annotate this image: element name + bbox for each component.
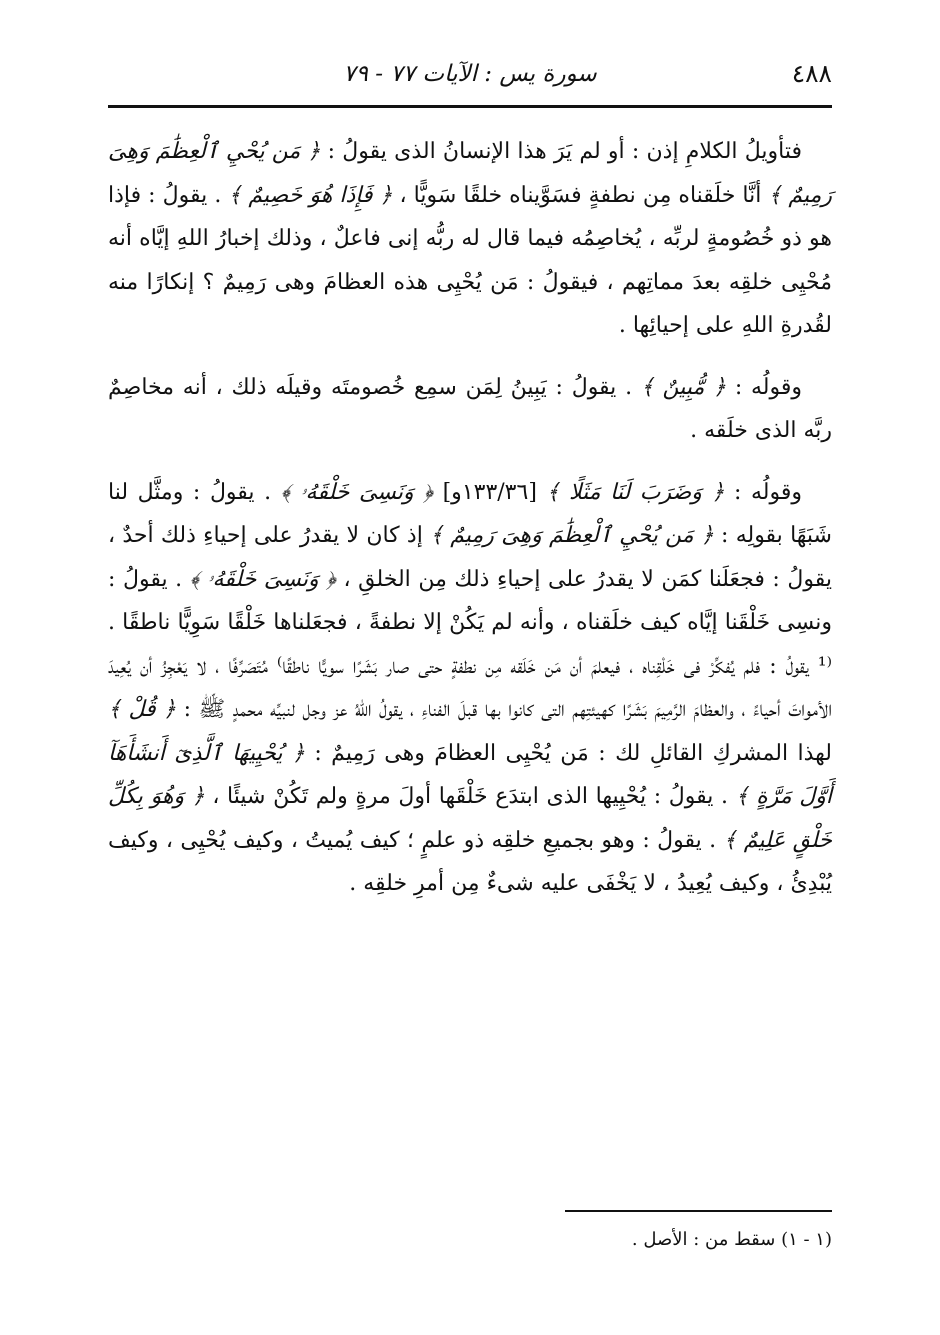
quran-quote: ﴿ وَضَرَبَ لَنَا مَثَلًا ﴾ bbox=[546, 479, 725, 505]
running-title: سورة يس : الآيات ٧٧ - ٧٩ bbox=[343, 61, 597, 87]
quran-quote: ﴿ مَن يُحْيِ ٱلْعِظَٰمَ وَهِىَ رَمِيمٌ ﴾ bbox=[430, 523, 714, 548]
text-segment: . يقولُ : يُحْيِيها الذى ابتدَع خَلْقَها أولَ مرةٍ ولم تَكُنْ شيئًا ، bbox=[204, 784, 736, 809]
text-segment: وقولُه : bbox=[726, 374, 803, 400]
page-header bbox=[108, 52, 832, 100]
quran-quote: ﴿ قُلْ ﴾ bbox=[108, 697, 177, 722]
text-segment: فتأويلُ الكلامِ إذن : أو لم يَرَ هذا الإنسانُ الذى يقولُ : bbox=[320, 139, 803, 164]
text-segment: [١٣٣/٣٦و] bbox=[433, 479, 547, 505]
quran-quote: ﴿ وَهُوَ بِكُلِّ خَلْقٍ عَلِيمٌ ﴾ bbox=[108, 784, 832, 853]
paragraph bbox=[108, 366, 832, 453]
paragraph bbox=[108, 130, 832, 348]
quran-quote: ﴿ مَن يُحْيِ ٱلْعِظَٰمَ وَهِىَ رَمِيمٌ ﴾ bbox=[108, 139, 833, 208]
header-rule bbox=[108, 105, 832, 108]
text-segment: . يقولُ : يَبِينُ لِمَن سمِع خُصومتَه وقيلَه ذلك ، أنه مخاصِمٌ ربَّه الذى خلَقه . bbox=[108, 374, 832, 443]
quran-quote: ﴿ وَنَسِىَ خَلْقَهُۥ ﴾ bbox=[189, 566, 336, 592]
page-number: ٤٨٨ bbox=[791, 59, 832, 88]
body-text bbox=[108, 130, 832, 924]
quran-quote: ﴿ وَنَسِىَ خَلْقَهُۥ ﴾ bbox=[280, 479, 433, 505]
text-segment: أنَّا خلَقناه مِن نطفةٍ فسَوَّيناه خلقًا سَويًّا ، bbox=[392, 182, 769, 208]
text-segment: وقولُه : bbox=[724, 479, 803, 505]
footnote-rule bbox=[565, 1210, 832, 1212]
text-segment: . يقولُ : ونسِى خَلْقَنا إيَّاه كيف خلَقناه ، وأنه لم يَكُنْ إلا نطفةً ، فجعَلناها خَلْقًا سَوِيًّا ناطقًا . ⁽¹ يقولُ : فلم يُفكِّرْ فى خَلْقِناه ، فيعلمَ أن مَن خَلَقه مِن نطفةٍ حتى صار بَشَرًا سويًّا ناطقًا⁾ مُتَصَرِّفًا ، لا يَعْجِزُ أن يُعِيدَ الأمواتَ أحياءً ، والعظامَ الرَّمِيمَ بَشَرًا كهيئتِهم التى كانوا بها قبلَ الفناءِ ، يقولُ اللهُ عز وجل لنبيِّه محمدٍ ﷺ : bbox=[108, 566, 832, 722]
quran-quote: ﴿ مُّبِينٌ ﴾ bbox=[640, 374, 727, 400]
text-segment: . يقولُ : فإذا هو ذو خُصُومةٍ لربِّه ، يُخاصِمُه فيما قال له ربُّه إنى فاعلٌ ، وذلك إخبارُ اللهِ إيَّاه أنه مُحْيِى خلقِه بعدَ مماتِهم ، فيقولُ : مَن يُحْيِى هذه العظامَ وهى رَمِيمٌ ؟ إنكارًا منه لقُدرةِ اللهِ على إحيائِها . bbox=[108, 182, 832, 338]
footnote: (١ - ١) سقط من : الأصل . bbox=[631, 1229, 832, 1250]
paragraph bbox=[108, 471, 832, 906]
text-segment: إذ كان لا يقدرُ على إحياءِ ذلك أحدٌ ، يقولُ : فجعَلَنا كمَن لا يقدرُ على إحياءِ ذلك مِن الخلقِ ، bbox=[108, 523, 832, 592]
text-segment: لهذا المشركِ القائلِ لك : مَن يُحْيِى العظامَ وهى رَمِيمٌ : bbox=[304, 740, 833, 766]
quran-quote: ﴿ يُحْيِيهَا ٱلَّذِىٓ أَنشَأَهَآ أَوَّلَ مَرَّةٍ ﴾ bbox=[108, 740, 832, 809]
quran-quote: ﴿ فَإِذَا هُوَ خَصِيمٌ ﴾ bbox=[228, 182, 393, 208]
text-segment: . يقولُ : وهو بجميعِ خلقِه ذو علمٍ ؛ كيف يُميتُ ، وكيف يُحْيِى ، وكيف يُبْدِئُ ، وكيف يُعِيدُ ، لا يَخْفَى عليه شىءٌ مِن أمرِ خلقِه . bbox=[108, 827, 832, 896]
text-segment: . يقولُ : ومثَّل لنا شَبَهًا بقولِه : bbox=[108, 479, 832, 548]
